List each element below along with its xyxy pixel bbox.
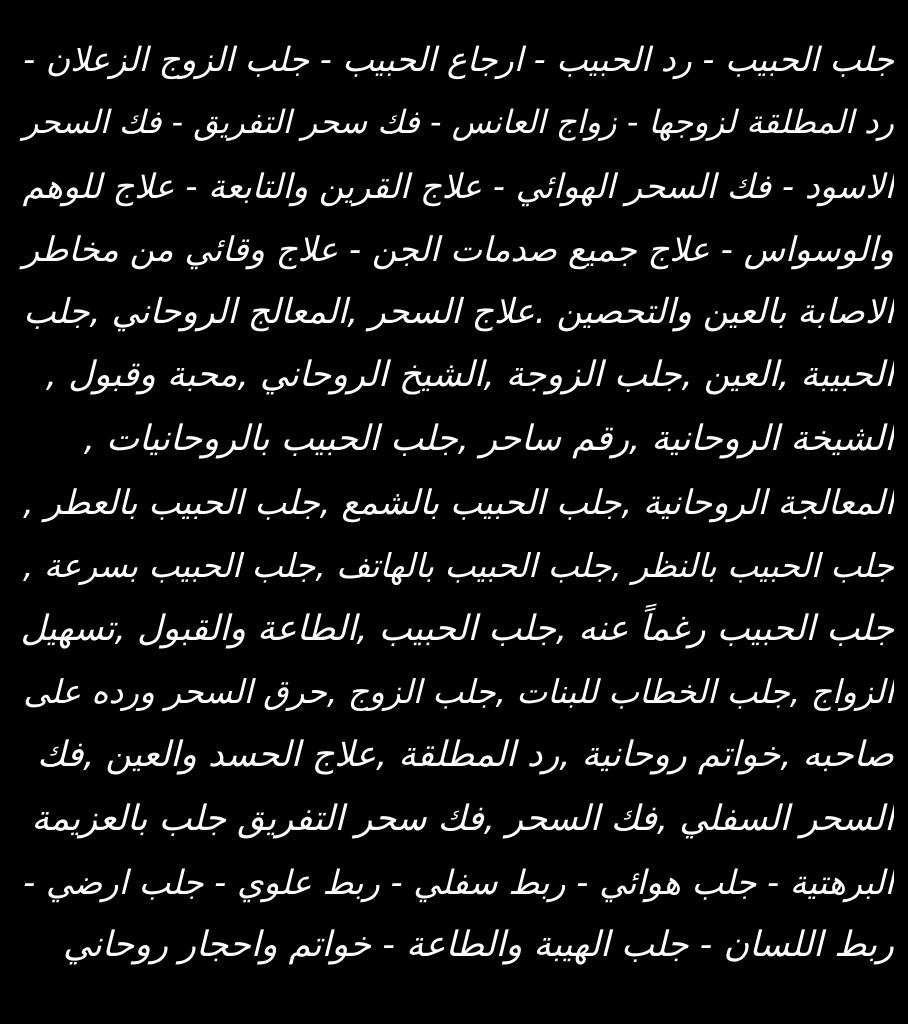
text-line: الاصابة بالعين والتحصين .علاج السحر ,المعالج الروحاني ,جلب (23, 292, 894, 333)
text-line: جلب الحبيب - رد الحبيب - ارجاع الحبيب - جلب الزوج الزعلان - (23, 40, 894, 79)
text-line: المعالجة الروحانية ,جلب الحبيب بالشمع ,جلب الحبيب بالعطر , (23, 483, 894, 523)
text-line: الزواج ,جلب الخطاب للبنات ,جلب الزوج ,حرق السحر ورده على (23, 672, 894, 711)
text-line: الشيخة الروحانية ,رقم ساحر ,جلب الحبيب بالروحانيات , (83, 418, 894, 459)
text-line: السحر السفلي ,فك السحر ,فك سحر التفريق جلب بالعزيمة (31, 798, 894, 839)
text-line: البرهتية - جلب هوائي - ربط سفلي - ربط علوي - جلب ارضي - (23, 862, 894, 902)
text-line: والوسواس - علاج جميع صدمات الجن - علاج وقائي من مخاطر (22, 229, 894, 269)
text-line: ربط اللسان - جلب الهيبة والطاعة - خواتم واحجار روحاني (62, 925, 894, 966)
text-line: الاسود - فك السحر الهوائي - علاج القرين والتابعة - علاج للوهم (22, 166, 894, 206)
arabic-text-block (14, 28, 894, 977)
text-line: جلب الحبيب بالنظر ,جلب الحبيب بالهاتف ,جلب الحبيب بسرعة , (22, 546, 894, 586)
text-line: الحبيبة ,العين ,جلب الزوجة ,الشيخ الروحاني ,محبة وقبول , (45, 355, 894, 396)
text-line: رد المطلقة لزوجها - زواج العانس - فك سحر التفريق - فك السحر (22, 103, 894, 142)
text-line: جلب الحبيب رغماً عنه ,جلب الحبيب ,الطاعة والقبول ,تسهيل (20, 608, 894, 649)
text-line: صاحبه ,خواتم روحانية ,رد المطلقة ,علاج الحسد والعين ,فك (37, 735, 894, 776)
